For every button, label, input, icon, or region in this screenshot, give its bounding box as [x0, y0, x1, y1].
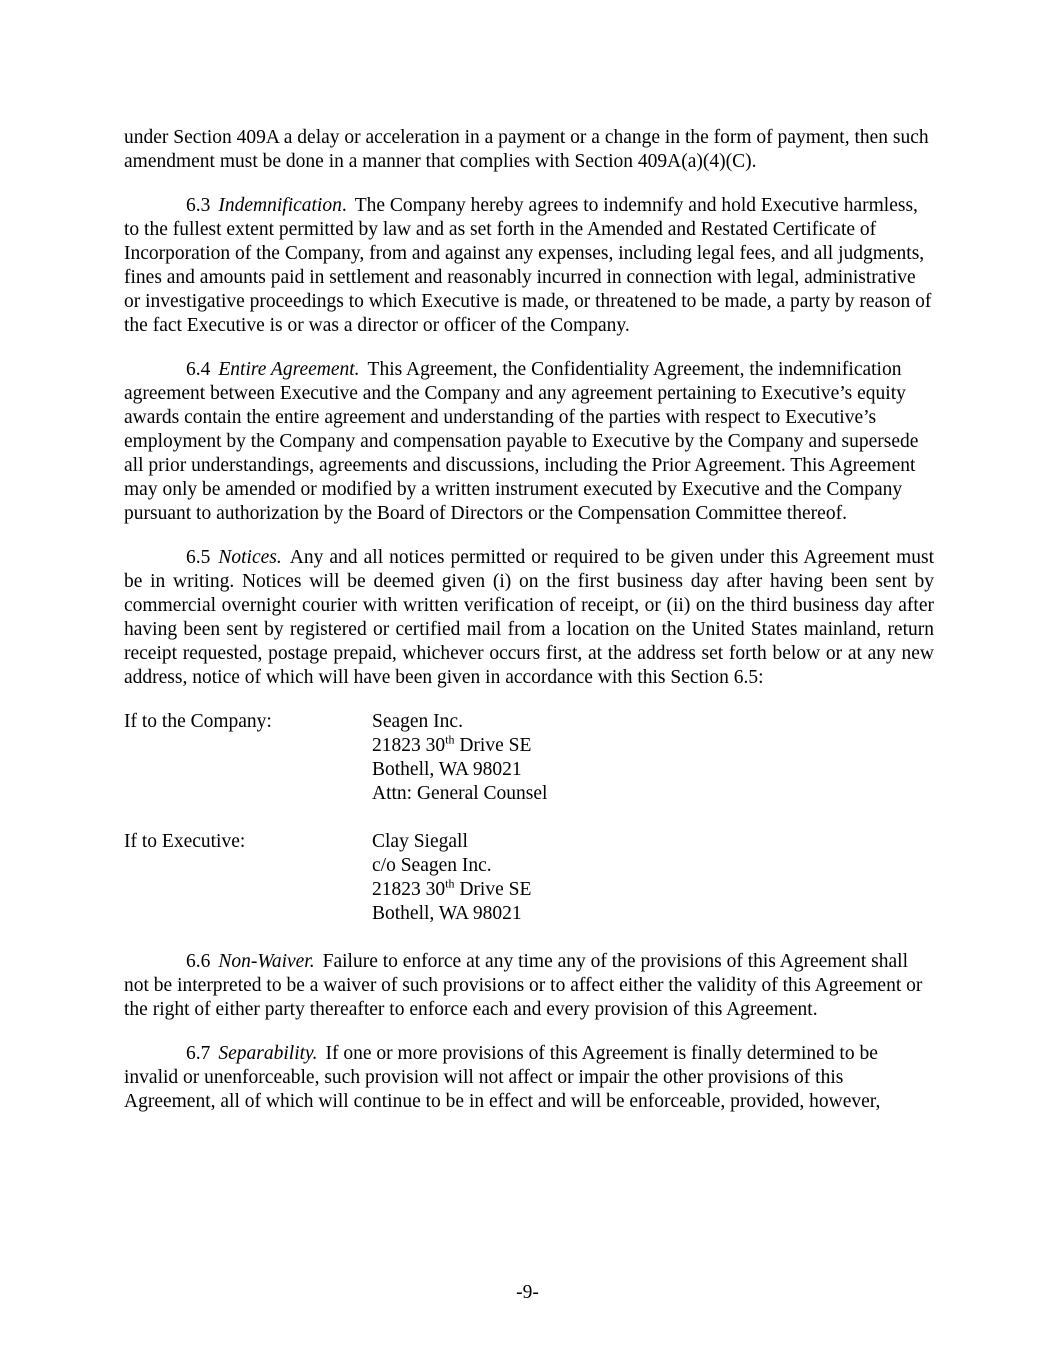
executive-city-line: Bothell, WA 98021: [372, 903, 522, 924]
company-street-suffix: th: [445, 732, 455, 747]
company-street-number: 21823 30: [372, 735, 446, 756]
section-6-5-number: 6.5: [186, 547, 211, 568]
executive-street-suffix: th: [445, 876, 455, 891]
section-6-4: [124, 358, 934, 526]
executive-name: Clay Siegall: [372, 831, 468, 852]
section-6-3-heading-punct: .: [341, 195, 347, 216]
intro-paragraph-text: under Section 409A a delay or acceleration in a payment or a change in the form of payment, then such amendment must be done in a manner that complies with Section 409A(a)(4)(C).: [124, 127, 929, 172]
section-6-6-number: 6.6: [186, 951, 211, 972]
section-6-6-heading: Non-Waiver.: [218, 951, 315, 972]
section-6-6: [124, 950, 934, 1022]
company-city-line: Bothell, WA 98021: [372, 759, 522, 780]
section-6-3: [124, 194, 934, 338]
executive-address-block: [124, 830, 934, 926]
section-6-7-heading: Separability.: [218, 1043, 318, 1064]
company-name: Seagen Inc.: [372, 711, 463, 732]
section-6-7: [124, 1042, 934, 1114]
company-street: [372, 734, 934, 758]
section-6-7-body: If one or more provisions of this Agreement is finally determined to be invalid or unenforceable, such provision will not affect or impair the other provisions of this Agreement, all of which will continue to be in effect and will be enforceable, provided, however,: [124, 1043, 881, 1112]
executive-street-rest: Drive SE: [454, 879, 532, 900]
section-6-4-heading: Entire Agreement.: [218, 359, 360, 380]
company-attention: Attn: General Counsel: [372, 783, 548, 804]
company-street-rest: Drive SE: [454, 735, 532, 756]
company-address-label: If to the Company:: [124, 711, 272, 732]
page-number: -9-: [516, 1282, 539, 1303]
section-6-5-body: Any and all notices permitted or required to be given under this Agreement must be in writing. Notices will be deemed given (i) on the first business day after having been sent by commercial overnight courier with written verification of receipt, or (ii) on the third business day after having been sent by registered or certified mail from a location on the United States mainland, return receipt requested, postage prepaid, whichever occurs first, at the address set forth below or at any new address, notice of which will have been given in accordance with this Section 6.5:: [124, 547, 934, 688]
section-6-3-body: The Company hereby agrees to indemnify and hold Executive harmless, to the fullest extent permitted by law and as set forth in the Amended and Restated Certificate of Incorporation of the Company, from and against any expenses, including legal fees, and all judgments, fines and amounts paid in settlement and reasonably incurred in connection with legal, administrative or investigative proceedings to which Executive is made, or threatened to be made, a party by reason of the fact Executive is or was a director or officer of the Company.: [124, 195, 932, 336]
company-address-block: [124, 710, 934, 806]
section-6-4-number: 6.4: [186, 359, 211, 380]
document-page: [124, 126, 934, 1134]
executive-address-lines: [372, 830, 934, 926]
section-6-5-heading: Notices.: [218, 547, 282, 568]
section-6-3-number: 6.3: [186, 195, 211, 216]
section-6-3-heading: Indemnification: [218, 195, 342, 216]
executive-street-number: 21823 30: [372, 879, 446, 900]
company-address-lines: [372, 710, 934, 806]
section-6-7-number: 6.7: [186, 1043, 211, 1064]
intro-paragraph: [124, 126, 934, 174]
executive-address-label: If to Executive:: [124, 831, 246, 852]
executive-street: [372, 878, 934, 902]
section-6-6-body: Failure to enforce at any time any of the provisions of this Agreement shall not be interpreted to be a waiver of such provisions or to affect either the validity of this Agreement or the right of either party thereafter to enforce each and every provision of this Agreement.: [124, 951, 923, 1020]
section-6-4-body: This Agreement, the Confidentiality Agreement, the indemnification agreement between Executive and the Company and any agreement pertaining to Executive’s equity awards contain the entire agreement and understanding of the parties with respect to Executive’s employment by the Company and compensation payable to Executive by the Company and supersede all prior understandings, agreements and discussions, including the Prior Agreement. This Agreement may only be amended or modified by a written instrument executed by Executive and the Company pursuant to authorization by the Board of Directors or the Compensation Committee thereof.: [124, 359, 919, 524]
section-6-5: [124, 546, 934, 690]
executive-care-of: c/o Seagen Inc.: [372, 855, 492, 876]
